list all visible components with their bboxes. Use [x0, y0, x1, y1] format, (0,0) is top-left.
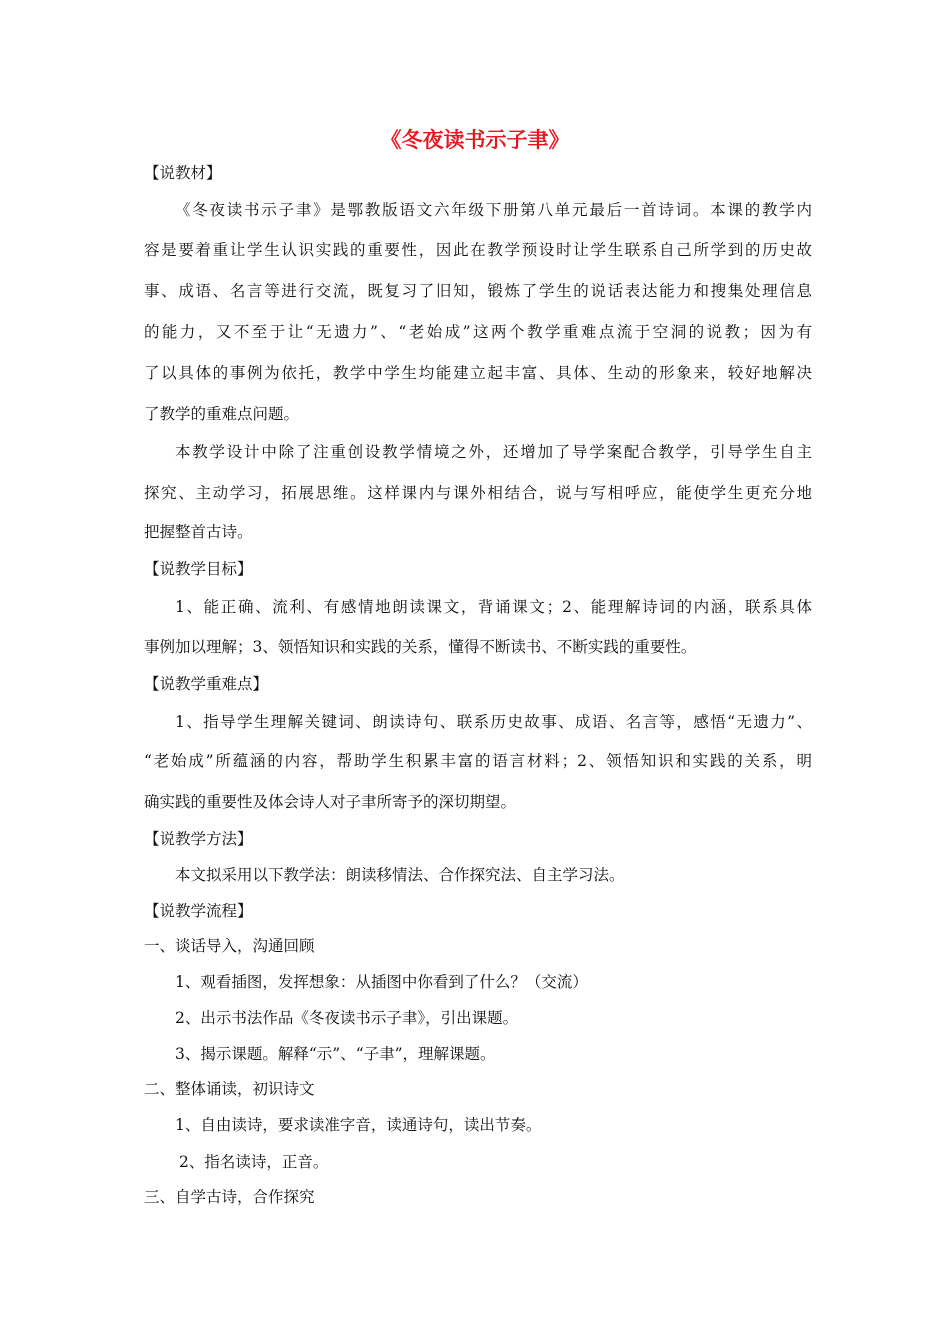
section-heading-process: 【说教学流程】 — [144, 902, 253, 920]
list-item: 3、揭示课题。解释“示”、“子聿”，理解课题。 — [175, 1045, 496, 1063]
section-heading-textbook: 【说教材】 — [144, 164, 222, 182]
section-heading-key-points: 【说教学重难点】 — [144, 675, 269, 693]
list-item: 2、出示书法作品《冬夜读书示子聿》，引出课题。 — [175, 1009, 519, 1027]
paragraph-line: 事、成语、名言等进行交流，既复习了旧知，锻炼了学生的说话表达能力和搜集处理信息 — [144, 282, 812, 300]
paragraph-line: 探究、主动学习，拓展思维。这样课内与课外相结合，说与写相呼应，能使学生更充分地 — [144, 484, 812, 502]
paragraph-line: 把握整首古诗。 — [144, 523, 253, 541]
paragraph-line: 的能力，又不至于让“无遗力”、“老始成”这两个教学重难点流于空洞的说教；因为有 — [144, 323, 812, 341]
list-item: 2、指名读诗，正音。 — [179, 1153, 329, 1171]
paragraph-line: 容是要着重让学生认识实践的重要性，因此在教学预设时让学生联系自己所学到的历史故 — [144, 241, 812, 259]
paragraph-line: “老始成”所蕴涵的内容，帮助学生积累丰富的语言材料；2、领悟知识和实践的关系，明 — [144, 752, 812, 770]
list-item: 1、自由读诗，要求读准字音，读通诗句，读出节奏。 — [175, 1116, 542, 1134]
paragraph-line: 事例加以理解；3、领悟知识和实践的关系，懂得不断读书、不断实践的重要性。 — [144, 638, 697, 656]
section-heading-objectives: 【说教学目标】 — [144, 560, 253, 578]
subsection-heading: 三、自学古诗，合作探究 — [144, 1188, 315, 1206]
paragraph-line: 了以具体的事例为依托，教学中学生均能建立起丰富、具体、生动的形象来，较好地解决 — [144, 364, 812, 382]
paragraph-line: 本教学设计中除了注重创设教学情境之外，还增加了导学案配合教学，引导学生自主 — [175, 443, 812, 461]
paragraph-line: 本文拟采用以下教学法：朗读移情法、合作探究法、自主学习法。 — [175, 866, 625, 884]
paragraph-line: 1、能正确、流利、有感情地朗读课文，背诵课文；2、能理解诗词的内涵，联系具体 — [175, 598, 812, 616]
document-title: 《冬夜读书示子聿》 — [380, 127, 570, 152]
list-item: 1、观看插图，发挥想象：从插图中你看到了什么？（交流） — [175, 973, 588, 991]
section-heading-methods: 【说教学方法】 — [144, 830, 253, 848]
paragraph-line: 确实践的重要性及体会诗人对子聿所寄予的深切期望。 — [144, 793, 517, 811]
paragraph-line: 了教学的重难点问题。 — [144, 405, 300, 423]
paragraph-line: 1、指导学生理解关键词、朗读诗句、联系历史故事、成语、名言等，感悟“无遗力”、 — [175, 713, 812, 731]
subsection-heading: 二、整体诵读，初识诗文 — [144, 1080, 315, 1098]
subsection-heading: 一、谈话导入，沟通回顾 — [144, 937, 315, 955]
paragraph-line: 《冬夜读书示子聿》是鄂教版语文六年级下册第八单元最后一首诗词。本课的教学内 — [175, 201, 812, 219]
